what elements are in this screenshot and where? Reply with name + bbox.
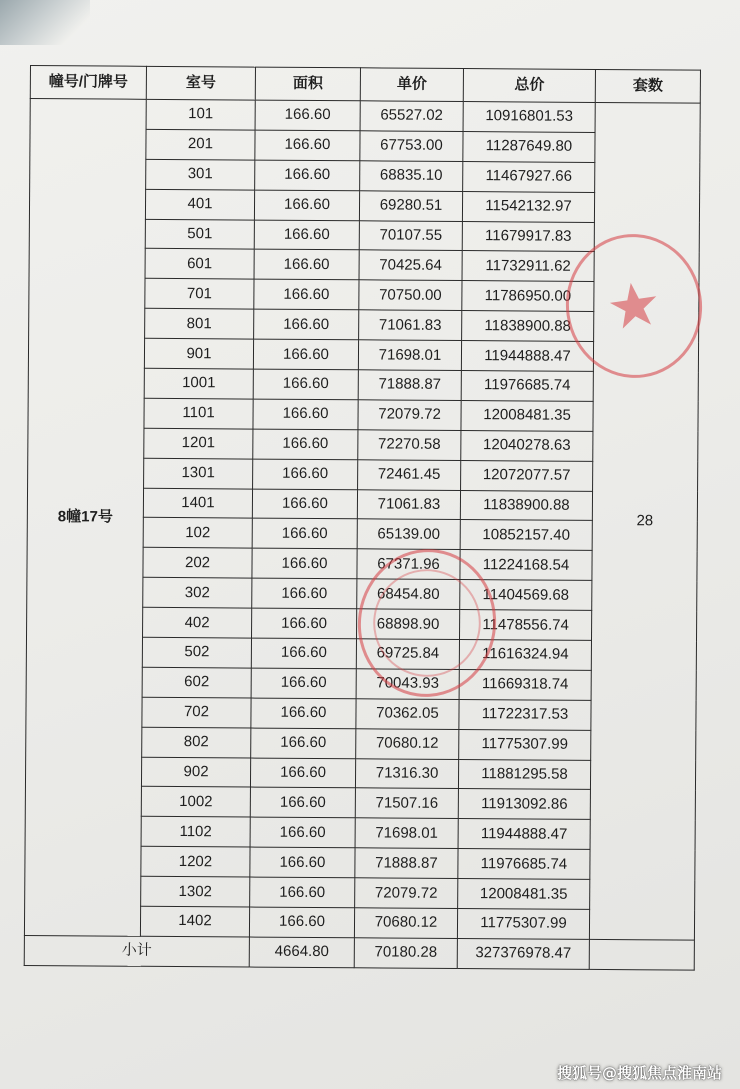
room-cell: 401 (145, 189, 254, 220)
total-price-cell: 12008481.35 (458, 879, 590, 910)
header-unit-price: 单价 (360, 68, 463, 102)
unit-price-cell: 70750.00 (359, 280, 462, 311)
room-cell: 1301 (144, 458, 253, 489)
area-cell: 166.60 (254, 309, 359, 340)
area-cell: 166.60 (250, 877, 355, 908)
room-cell: 402 (143, 607, 252, 638)
total-price-cell: 11976685.74 (461, 371, 593, 402)
room-cell: 101 (146, 99, 255, 130)
area-cell: 166.60 (253, 429, 358, 460)
header-area: 面积 (255, 67, 360, 101)
total-price-cell: 11944888.47 (458, 819, 590, 850)
unit-price-cell: 67371.96 (357, 549, 460, 580)
area-cell: 166.60 (254, 250, 359, 281)
total-price-cell: 11542132.97 (462, 191, 594, 222)
area-cell: 166.60 (254, 279, 359, 310)
area-cell: 166.60 (251, 638, 356, 669)
subtotal-unit-price: 70180.28 (354, 938, 457, 969)
room-cell: 801 (145, 309, 254, 340)
room-cell: 102 (143, 518, 252, 549)
unit-price-cell: 71698.01 (355, 818, 458, 849)
room-cell: 1402 (140, 906, 249, 937)
room-cell: 1102 (141, 817, 250, 848)
area-cell: 166.60 (250, 847, 355, 878)
total-price-cell: 11467927.66 (463, 161, 595, 192)
total-price-cell: 11732911.62 (462, 251, 594, 282)
unit-price-cell: 68454.80 (357, 579, 460, 610)
area-cell: 166.60 (250, 788, 355, 819)
subtotal-empty-cell (589, 939, 694, 970)
total-price-cell: 11976685.74 (458, 849, 590, 880)
unit-price-cell: 70680.12 (354, 908, 457, 939)
room-cell: 602 (142, 667, 251, 698)
building-cell: 8幢17号 (24, 99, 146, 937)
subtotal-total: 327376978.47 (457, 938, 589, 969)
room-cell: 1401 (143, 488, 252, 519)
unit-price-cell: 72461.45 (358, 459, 461, 490)
room-cell: 1002 (141, 787, 250, 818)
unit-price-cell: 70425.64 (359, 250, 462, 281)
total-price-cell: 10852157.40 (460, 520, 592, 551)
room-cell: 1101 (144, 398, 253, 429)
room-cell: 202 (143, 548, 252, 579)
room-cell: 1001 (144, 368, 253, 399)
unit-price-cell: 71061.83 (359, 310, 462, 341)
room-cell: 1201 (144, 428, 253, 459)
subtotal-label: 小计 (24, 935, 249, 966)
area-cell: 166.60 (252, 578, 357, 609)
subtotal-row (24, 935, 694, 970)
total-price-cell: 11786950.00 (462, 281, 594, 312)
total-price-cell: 11404569.68 (460, 580, 592, 611)
room-cell: 802 (142, 727, 251, 758)
unit-price-cell: 69280.51 (359, 190, 462, 221)
price-table (24, 65, 701, 970)
area-cell: 166.60 (253, 399, 358, 430)
total-price-cell: 11679917.83 (462, 221, 594, 252)
unit-price-cell: 72079.72 (355, 878, 458, 909)
area-cell: 166.60 (253, 369, 358, 400)
area-cell: 166.60 (251, 728, 356, 759)
room-cell: 601 (145, 249, 254, 280)
total-price-cell: 11722317.53 (459, 699, 591, 730)
unit-price-cell: 71698.01 (358, 340, 461, 371)
room-cell: 201 (146, 129, 255, 160)
area-cell: 166.60 (252, 489, 357, 520)
room-cell: 1202 (141, 847, 250, 878)
unit-price-cell: 68898.90 (357, 609, 460, 640)
room-cell: 701 (145, 279, 254, 310)
table-row (30, 99, 700, 134)
header-unit-count: 套数 (595, 69, 700, 103)
unit-price-cell: 65527.02 (360, 101, 463, 132)
area-cell: 166.60 (251, 698, 356, 729)
area-cell: 166.60 (249, 907, 354, 938)
area-cell: 166.60 (252, 548, 357, 579)
room-cell: 1302 (141, 876, 250, 907)
total-price-cell: 11775307.99 (457, 909, 589, 940)
total-price-cell: 11616324.94 (459, 640, 591, 671)
area-cell: 166.60 (252, 519, 357, 550)
area-cell: 166.60 (254, 190, 359, 221)
area-cell: 166.60 (255, 160, 360, 191)
room-cell: 502 (142, 637, 251, 668)
unit-price-cell: 70107.55 (359, 220, 462, 251)
area-cell: 166.60 (255, 100, 360, 131)
page-corner-shadow (0, 0, 90, 45)
area-cell: 166.60 (254, 220, 359, 251)
total-price-cell: 11838900.88 (462, 311, 594, 342)
room-cell: 501 (145, 219, 254, 250)
area-cell: 166.60 (252, 608, 357, 639)
subtotal-area: 4664.80 (249, 937, 354, 968)
area-cell: 166.60 (253, 339, 358, 370)
total-price-cell: 11913092.86 (458, 789, 590, 820)
area-cell: 166.60 (250, 758, 355, 789)
unit-price-cell: 72079.72 (358, 400, 461, 431)
area-cell: 166.60 (251, 668, 356, 699)
header-room: 室号 (146, 66, 255, 100)
room-cell: 901 (144, 338, 253, 369)
total-price-cell: 11838900.88 (460, 490, 592, 521)
unit-price-cell: 69725.84 (356, 639, 459, 670)
unit-price-cell: 68835.10 (360, 161, 463, 192)
total-price-cell: 12040278.63 (461, 430, 593, 461)
total-price-cell: 11944888.47 (461, 341, 593, 372)
total-price-cell: 12072077.57 (461, 460, 593, 491)
area-cell: 166.60 (250, 817, 355, 848)
room-cell: 902 (141, 757, 250, 788)
unit-price-cell: 70680.12 (356, 728, 459, 759)
watermark-text: 搜狐号@搜狐焦点淮南站 (556, 1064, 722, 1082)
area-cell: 166.60 (253, 459, 358, 490)
total-price-cell: 11881295.58 (458, 759, 590, 790)
room-cell: 702 (142, 697, 251, 728)
total-price-cell: 11669318.74 (459, 669, 591, 700)
unit-price-cell: 71061.83 (357, 489, 460, 520)
table-body (24, 99, 700, 941)
table-header-row (30, 66, 700, 104)
unit-price-cell: 71888.87 (358, 370, 461, 401)
unit-price-cell: 65139.00 (357, 519, 460, 550)
unit-price-cell: 70362.05 (356, 699, 459, 730)
room-cell: 302 (143, 578, 252, 609)
unit-price-cell: 70043.93 (356, 669, 459, 700)
total-price-cell: 12008481.35 (461, 400, 593, 431)
unit-price-cell: 71888.87 (355, 848, 458, 879)
header-total-price: 总价 (463, 69, 595, 103)
total-price-cell: 11775307.99 (459, 729, 591, 760)
unit-price-cell: 72270.58 (358, 430, 461, 461)
total-price-cell: 11224168.54 (460, 550, 592, 581)
area-cell: 166.60 (255, 130, 360, 161)
unit-count-cell: 28 (589, 102, 700, 940)
total-price-cell: 10916801.53 (463, 102, 595, 133)
unit-price-cell: 71507.16 (355, 788, 458, 819)
total-price-cell: 11478556.74 (459, 610, 591, 641)
header-building: 幢号/门牌号 (30, 66, 146, 100)
unit-price-cell: 71316.30 (355, 758, 458, 789)
unit-price-cell: 67753.00 (360, 131, 463, 162)
price-table-wrapper (24, 65, 701, 970)
room-cell: 301 (146, 159, 255, 190)
total-price-cell: 11287649.80 (463, 131, 595, 162)
